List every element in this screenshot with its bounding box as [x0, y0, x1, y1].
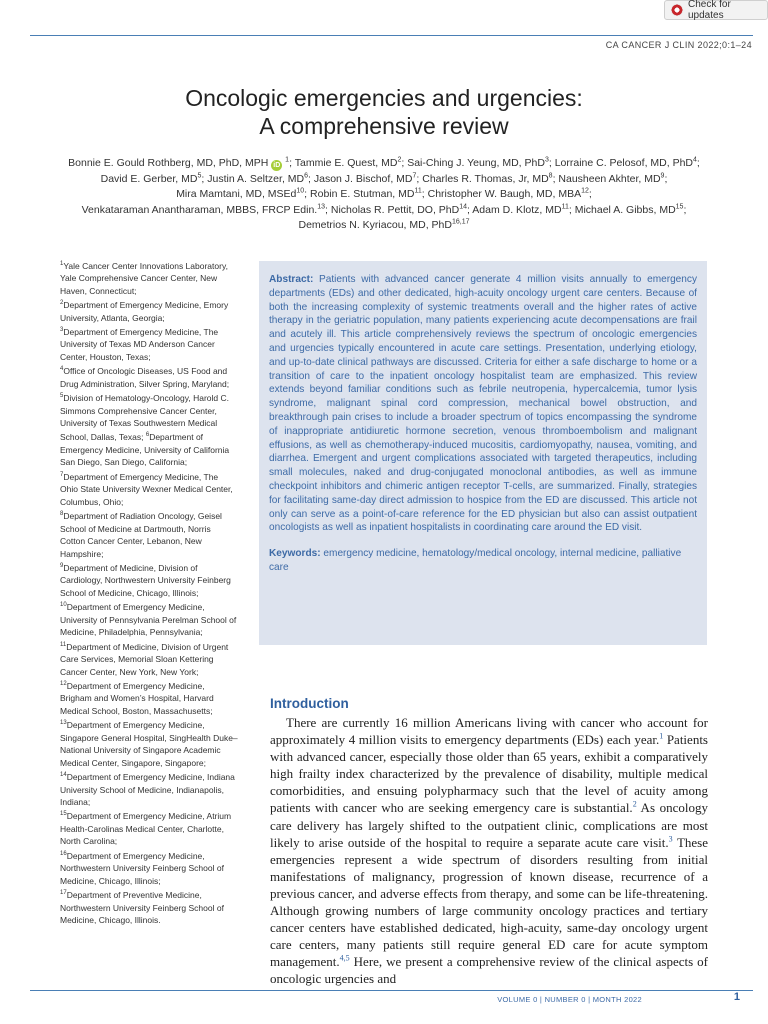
author-affiliation-number: 4 — [693, 156, 697, 164]
author: Jason J. Bischof, $MD^7$; — [313, 172, 423, 185]
affiliation — [60, 300, 228, 323]
affiliation-number: 8 — [60, 511, 64, 518]
author-name: Mira Mamtani, MD, MSEd — [176, 188, 297, 200]
affiliation — [60, 642, 228, 677]
author: Robin E. Stutman, MD$^{11}$; — [310, 187, 428, 200]
author: Nicholas R. Pettit, DO, PhD$^{14}$; — [330, 203, 473, 216]
author-name: Sai-Ching J. Yeung, MD, PhD — [407, 157, 545, 169]
author-name: Michael A. Gibbs, MD — [574, 203, 676, 216]
author-affiliation-number: 13 — [317, 203, 326, 210]
affiliation — [60, 261, 228, 296]
author: Bonnie E. Gould Rothberg, MD, PhD, MPH iD $^1$; — [68, 156, 295, 169]
affiliation-number: 1 — [60, 261, 64, 267]
author-affiliation-number: 10 — [296, 187, 305, 195]
author-name: Nausheen Akhter, MD — [558, 172, 661, 185]
author: David E. Gerber, $MD^5$; — [100, 172, 208, 185]
affiliation-text: Department of Emergency Medicine, The University of Texas MD Anderson Cancer Center, Houston, Texas; — [60, 326, 219, 362]
title-line-2: A comprehensive review — [259, 113, 509, 139]
introduction-text: Here, we present a comprehensive review of the clinical aspects of oncologic urgencies and — [270, 954, 708, 987]
introduction-text: There are currently 16 million Americans living with cancer who account for approximately 4 million visits to emergency departments (EDs) each year. — [270, 715, 708, 748]
author-affiliation-number: 12 — [581, 187, 589, 195]
abstract-box — [259, 261, 707, 645]
check-for-updates-label: Check for updates — [688, 0, 731, 21]
author-affiliation-number: 8 — [548, 172, 553, 179]
affiliation — [60, 811, 231, 846]
author-name: David E. Gerber, MD — [100, 172, 198, 185]
affiliation-text: Department of Radiation Oncology, Geisel School of Medicine at Dartmouth, Norris Cotton Cancer Center, Lebanon, New Hampshire; — [60, 511, 222, 559]
affiliation — [60, 327, 218, 362]
affiliation-number: 4 — [60, 366, 64, 373]
author: Sai-Ching J. Yeung, MD, PhD$^3$; — [407, 156, 555, 169]
citation-link[interactable]: 3 — [668, 834, 673, 844]
author: Charles R. Thomas, Jr, $MD^8$; — [422, 172, 559, 185]
introduction-text: Patients with advanced cancer, especially those older than 65 years, exhibit a comparatively high frailty index characterized by the prevalence of disability, multiple medical comorbidities, and ensuing polypharmacy such that the level of acuity among patients with cancer who are seeking emergency care is substantial. — [270, 732, 708, 816]
affiliation — [60, 681, 214, 716]
affiliation-text: Department of Emergency Medicine, Indiana University School of Medicine, Indianapolis, Indiana; — [60, 772, 235, 808]
header-rule — [30, 35, 753, 36]
affiliation — [60, 563, 231, 598]
author-name: Tammie E. Quest, MD — [294, 157, 398, 169]
author: Lorraine C. Pelosof, MD, PhD$^4$; — [554, 156, 700, 169]
affiliation-number: 11 — [60, 641, 67, 648]
affiliation — [60, 772, 235, 807]
keywords-label: Keywords: — [269, 548, 321, 560]
affiliation-number: 2 — [60, 300, 64, 307]
keywords-text: emergency medicine, hematology/medical oncology, internal medicine, palliative care — [269, 548, 682, 573]
author-affiliation-number: 11 — [414, 187, 422, 195]
author-name: Lorraine C. Pelosof, MD, PhD — [554, 157, 693, 169]
issue-info: VOLUME 0 | NUMBER 0 | MONTH 2022 — [497, 995, 642, 1004]
author-name: Jason J. Bischof, MD — [313, 172, 413, 185]
author-name: Adam D. Klotz, MD — [472, 203, 562, 216]
author-name: Venkataraman Anantharaman, MBBS, FRCP Edin. — [81, 203, 318, 216]
author-name: Justin A. Seltzer, MD — [207, 172, 305, 185]
author-list — [20, 156, 748, 234]
affiliation-text: Department of Emergency Medicine, Northwestern University Feinberg School of Medicine, Chicago, Illinois; — [60, 850, 224, 886]
footer-rule — [30, 990, 753, 991]
citation-link[interactable]: 2 — [632, 800, 637, 810]
introduction-paragraph — [270, 714, 708, 988]
affiliation — [60, 851, 224, 886]
affiliation-text: Department of Emergency Medicine, Emory University, Atlanta, Georgia; — [60, 300, 229, 323]
crossmark-icon — [671, 4, 683, 16]
author-affiliation-number: 2 — [397, 156, 402, 164]
affiliation-text: Department of Preventive Medicine, Northwestern University Feinberg School of Medicine, Chicago, Illinois. — [60, 890, 224, 926]
affiliation — [60, 720, 238, 768]
affiliation-text: Department of Medicine, Division of Urgent Care Services, Memorial Sloan Kettering Cancer Center, New York, New York; — [60, 641, 229, 677]
author-affiliation-number: 16,17 — [451, 218, 470, 226]
author: Mira Mamtani, MD, MSEd$^{10}$; — [176, 187, 311, 200]
author-name: Bonnie E. Gould Rothberg, MD, PhD, MPH — [68, 157, 269, 169]
affiliation — [60, 511, 222, 559]
affiliation-text: Department of Emergency Medicine, Singapore General Hospital, SingHealth Duke–National University of Singapore Academic Medical Center, Singapore, Singapore; — [60, 720, 238, 768]
affiliation — [60, 393, 229, 442]
check-for-updates-button[interactable] — [664, 0, 768, 20]
author: Justin A. Seltzer, $MD^6$; — [207, 172, 314, 185]
affiliation-number: 14 — [60, 772, 67, 779]
author-name: Demetrios N. Kyriacou, MD, PhD — [298, 219, 452, 231]
author-affiliation-number: 11 — [561, 203, 569, 210]
author: Tammie E. Quest, $MD^2$; — [294, 156, 408, 169]
affiliation-number: 9 — [60, 563, 64, 570]
author-name: Christopher W. Baugh, MD, MBA — [427, 188, 582, 200]
affiliation-text: Department of Emergency Medicine, University of Pennsylvania Perelman School of Medicine, Philadelphia, Pennsylvania; — [60, 602, 237, 638]
affiliation-text: Division of Hematology-Oncology, Harold C. Simmons Comprehensive Cancer Center, University of Texas Southwestern Medical School, Dallas, Texas; — [60, 393, 230, 443]
author: Adam D. Klotz, MD$^{11}$; — [472, 203, 575, 216]
affiliation-text: Department of Emergency Medicine, Brigham and Women’s Hospital, Harvard Medical School, Boston, Massachusetts; — [60, 680, 214, 716]
abstract — [269, 273, 697, 535]
page-number: 1 — [733, 991, 740, 1003]
orcid-icon[interactable]: iD — [273, 162, 281, 169]
affiliation-text: Department of Emergency Medicine, Atrium Health-Carolinas Medical Center, Charlotte, North Carolina; — [60, 811, 232, 847]
affiliation-number: 16 — [60, 850, 67, 857]
affiliation-text: Department of Medicine, Division of Cardiology, Northwestern University Feinberg School of Medicine, Chicago, Illinois; — [60, 562, 231, 598]
author — [299, 219, 470, 231]
abstract-label: Abstract: — [269, 274, 314, 285]
author: Nausheen Akhter, $MD^9$; — [558, 172, 668, 185]
author: Michael A. Gibbs, MD$^{15}$; — [574, 203, 687, 216]
author: Venkataraman Anantharaman, MBBS, FRCP Edin.$^{13}$; — [81, 203, 331, 216]
author-affiliation-number: 15 — [675, 203, 684, 210]
affiliation-text: Department of Emergency Medicine, University of California San Diego, San Diego, California; — [60, 432, 230, 468]
author: Christopher W. Baugh, MD, MBA$^{12}$; — [427, 187, 592, 200]
affiliation — [60, 890, 224, 925]
author-affiliation-number: 6 — [304, 172, 309, 179]
affiliation-text: Office of Oncologic Diseases, US Food and Drug Administration, Silver Spring, Maryland; — [60, 366, 230, 389]
introduction-heading: Introduction — [270, 696, 349, 711]
abstract-text: Patients with advanced cancer generate 4 million visits annually to emergency departments (EDs) and other dedicated, high-acuity oncology urgent care centers. Because of both the increasing complexity of systemic treatments overall and the higher rates of active therapy in the geriatric population, many patients experiencing acute decompensations are frail and acutely ill. This article comprehensively reviews the spectrum of oncologic emergencies and urgencies typically encountered in acute care settings. Presentation, underlying etiology, and up-to-date clinical pathways are discussed. Criteria for either a safe discharge to home or a transition of care to the inpatient oncology hospitalist team are emphasized. This review extends beyond familiar conditions such as febrile neutropenia, hypercalcemia, tumor lysis syndrome, malignant spinal cord compression, mechanical bowel obstruction, and breakthrough pain crises to include a broader spectrum of topics encompassing the syndrome of inappropriate antidiuretic hormone secretion, venous thromboembolism and malignant effusions, as well as chemotherapy-induced mucositis, cardiomyopathy, nausea, vomiting, and diarrhea. Emergent and urgent complications associated with targeted therapeutics, including small molecules, naked and drug-conjugated monoclonal antibodies, as well as immune checkpoint inhibitors and chimeric antigen receptor T-cells, are summarized. Finally, strategies for facilitating same-day direct admission to hospice from the ED are discussed. This article not only can serve as a point-of-care reference for the ED physician but also can assist outpatient oncologists as well as inpatient hospitalists in coordinating care around the ED visit. — [269, 274, 698, 534]
journal-reference: CA CANCER J CLIN 2022;0:1–24 — [605, 40, 752, 50]
author-affiliation-number: 1 — [285, 156, 290, 164]
affiliation-number: 7 — [60, 471, 64, 478]
keywords — [269, 547, 697, 575]
title-line-1: Oncologic emergencies and urgencies: — [185, 85, 583, 111]
introduction-text: These emergencies represent a wide spectrum of disorders resulting from initial manifestations of malignancy, progression of known disease, recurrence of a previous cancer, and adverse effects from therapy, and some can be life-threatening. Although growing numbers of large community oncology practices and tertiary cancer centers have established dedicated, high-acuity, same-day oncology urgent care centers, many patients still require general ED care for acute symptom management. — [270, 834, 708, 970]
author-name: Nicholas R. Pettit, DO, PhD — [330, 203, 460, 216]
introduction-text: As oncology care delivery has largely shifted to the outpatient clinic, complications are most likely to arise outside of the hospital to require a separate acute care visit. — [270, 800, 708, 850]
affiliation-number: 5 — [60, 393, 64, 400]
affiliation-number: 10 — [60, 602, 67, 609]
author-affiliation-number: 7 — [412, 172, 417, 179]
affiliation — [60, 602, 236, 637]
affiliation-number: 15 — [60, 811, 67, 818]
affiliation-text: Yale Cancer Center Innovations Laboratory, Yale Comprehensive Cancer Center, New Haven, Connecticut; — [60, 260, 228, 296]
affiliation-number: 12 — [60, 681, 67, 688]
affiliation-text: Department of Emergency Medicine, The Ohio State University Wexner Medical Center, Columbus, Ohio; — [60, 471, 233, 507]
affiliation-number: 3 — [60, 327, 64, 334]
author-affiliation-number: 9 — [660, 172, 665, 179]
affiliation-number: 17 — [60, 890, 67, 897]
author-affiliation-number: 14 — [459, 203, 468, 210]
citation-link[interactable]: 1 — [659, 731, 664, 741]
author-affiliation-number: 3 — [544, 156, 549, 164]
article-title — [0, 84, 768, 140]
affiliation — [60, 366, 229, 389]
affiliation-number: 6 — [145, 432, 150, 439]
affiliations — [60, 258, 238, 927]
author-name: Robin E. Stutman, MD — [310, 188, 415, 200]
author-name: Charles R. Thomas, Jr, MD — [422, 172, 549, 185]
citation-link[interactable]: 4,5 — [339, 953, 350, 963]
affiliation — [60, 472, 233, 507]
author-affiliation-number: 5 — [197, 172, 202, 179]
affiliation-number: 13 — [60, 720, 67, 727]
